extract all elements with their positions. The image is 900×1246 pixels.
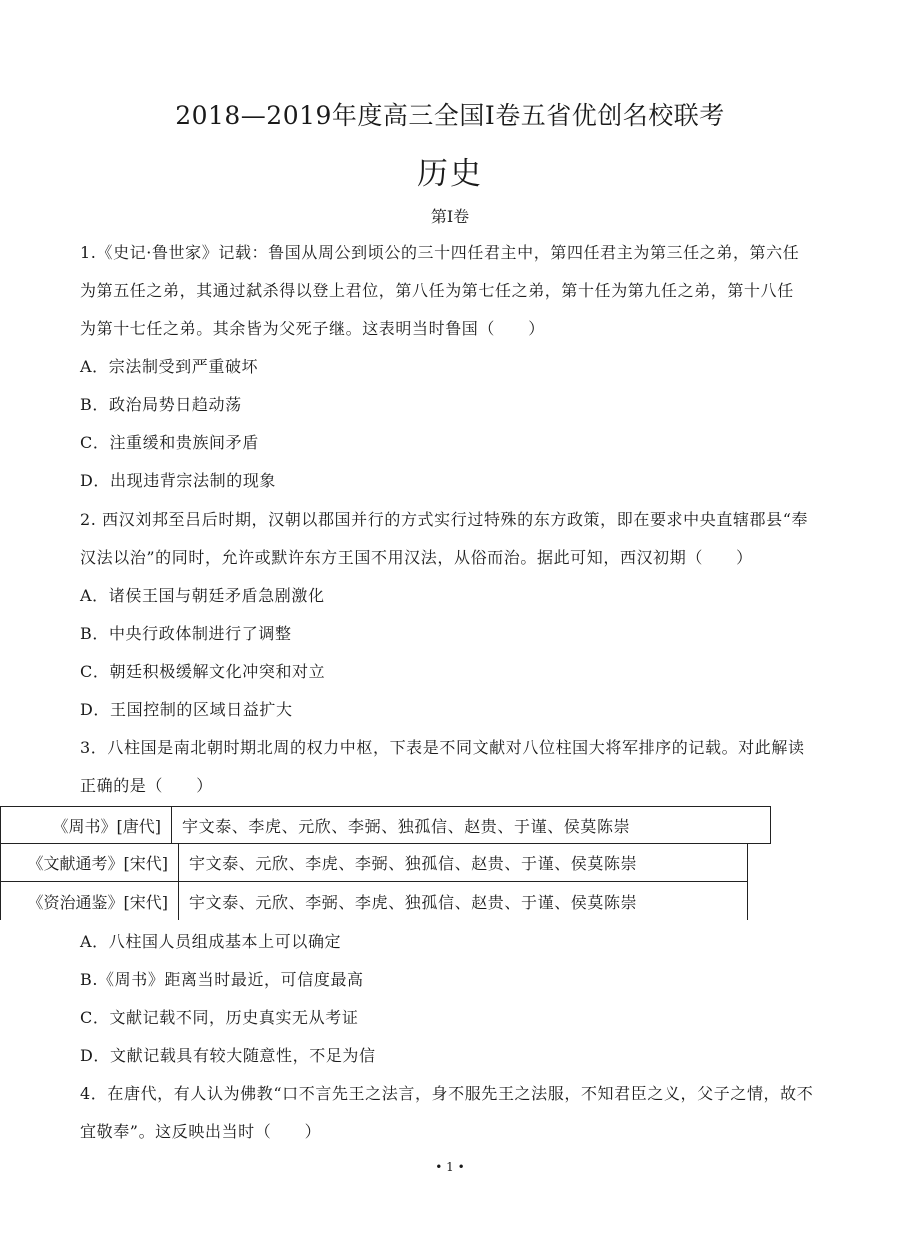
q1-option-a: A．宗法制受到严重破坏	[80, 357, 259, 376]
q4-stem-line: 4．在唐代，有人认为佛教“口不言先王之法言，身不服先王之法服，不知君臣之义，父子之情，故不	[80, 1084, 814, 1103]
q1-stem-line: 1.《史记·鲁世家》记载：鲁国从周公到顷公的三十四任君主中，第四任君主为第三任之弟，第六任	[80, 243, 800, 262]
page-number: • 1 •	[435, 1160, 465, 1174]
table-row	[0, 844, 748, 882]
table-cell-names: 宇文泰、元欣、李虎、李弼、独孤信、赵贵、于谨、侯莫陈崇	[178, 844, 747, 881]
q3-stem-line: 3．八柱国是南北朝时期北周的权力中枢，下表是不同文献对八位柱国大将军排序的记载。对此解读	[80, 738, 805, 757]
table-cell-source: 《文献通考》[宋代]	[27, 854, 168, 873]
q2-option-c: C．朝廷积极缓解文化冲突和对立	[80, 662, 326, 681]
q1-stem-line: 为第五任之弟，其通过弑杀得以登上君位，第八任为第七任之弟，第十任为第九任之弟，第十八任	[80, 281, 794, 300]
q3-stem-line: 正确的是（ ）	[80, 776, 213, 795]
q2-option-b: B．中央行政体制进行了调整	[80, 624, 292, 643]
q3-option-d: D．文献记载具有较大随意性，不足为信	[80, 1046, 376, 1065]
table-cell-source: 《周书》[唐代]	[52, 816, 161, 836]
subject-heading: 历史	[417, 156, 483, 192]
volume-label: 第Ⅰ卷	[430, 207, 470, 226]
q2-stem-line: 汉法以治”的同时，允许或默许东方王国不用汉法，从俗而治。据此可知，西汉初期（ ）	[80, 548, 753, 567]
table-row	[0, 806, 771, 844]
q1-option-d: D．出现违背宗法制的现象	[80, 471, 277, 490]
q3-option-a: A．八柱国人员组成基本上可以确定	[80, 932, 342, 951]
table-row	[0, 882, 748, 920]
exam-title: 2018—2019年度高三全国Ⅰ卷五省优创名校联考	[175, 101, 725, 130]
q2-option-a: A．诸侯王国与朝廷矛盾急剧激化	[80, 586, 325, 605]
table-cell-names: 宇文泰、李虎、元欣、李弼、独孤信、赵贵、于谨、侯莫陈崇	[171, 807, 770, 843]
q1-stem-line: 为第十七任之弟。其余皆为父死子继。这表明当时鲁国（ ）	[80, 319, 545, 338]
q2-stem-line: 2. 西汉刘邦至吕后时期，汉朝以郡国并行的方式实行过特殊的东方政策，即在要求中央直辖郡县“奉	[80, 510, 809, 529]
table-cell-names: 宇文泰、元欣、李弼、李虎、独孤信、赵贵、于谨、侯莫陈崇	[178, 882, 747, 920]
q3-option-b: B.《周书》距离当时最近，可信度最高	[80, 970, 364, 989]
q1-option-c: C．注重缓和贵族间矛盾	[80, 433, 259, 452]
q3-option-c: C．文献记载不同，历史真实无从考证	[80, 1008, 359, 1027]
q2-option-d: D．王国控制的区域日益扩大	[80, 700, 293, 719]
q1-option-b: B．政治局势日趋动荡	[80, 395, 242, 414]
q4-stem-line: 宜敬奉”。这反映出当时（ ）	[80, 1122, 322, 1141]
table-cell-source: 《资治通鉴》[宋代]	[27, 892, 168, 912]
